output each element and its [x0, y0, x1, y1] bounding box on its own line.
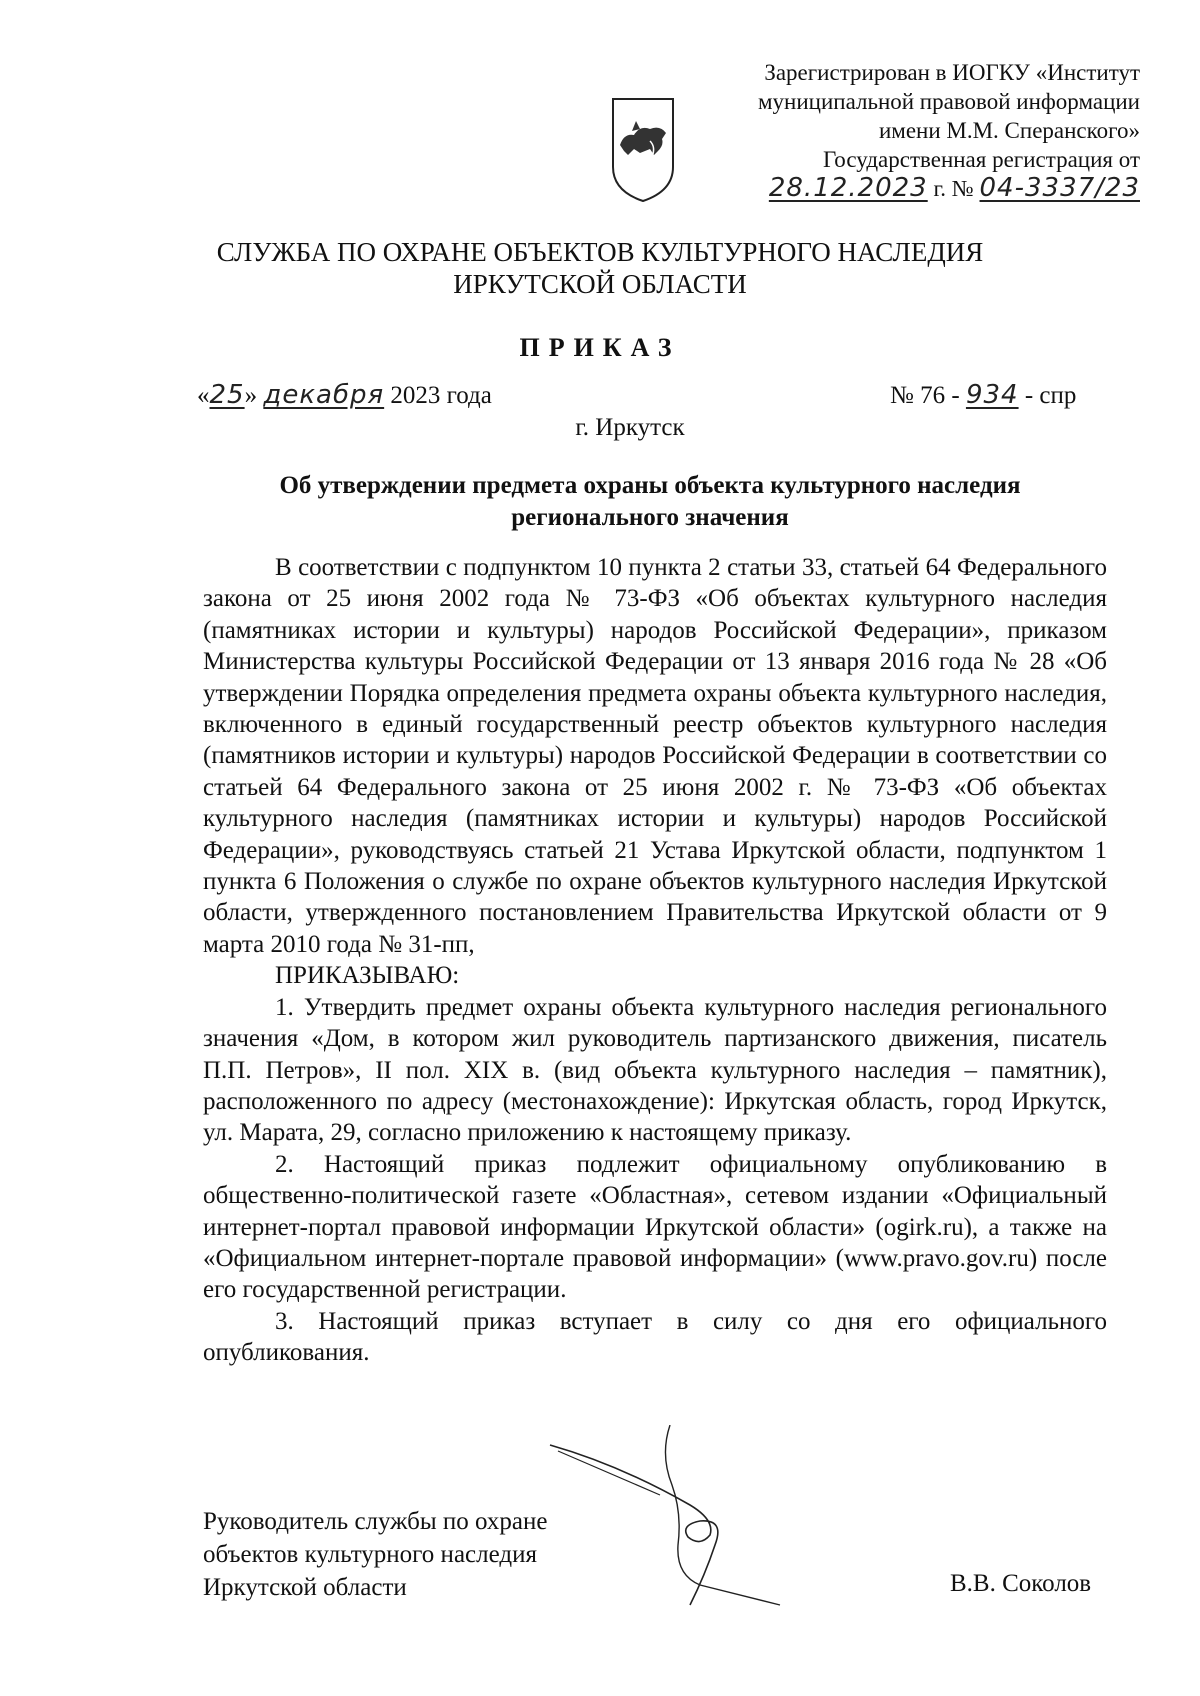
date-year: 2023 года [390, 382, 492, 409]
order-item-2: 2. Настоящий приказ подлежит официальному опубликованию в общественно-политической газете «Областная», сетевом издании «Официальный интернет-портал правовой информации Иркутской области» (ogirk.ru), а также на «Официальном интернет-портале правовой информации» (www.pravo.gov.ru) после его государственной регистрации. [203, 1150, 1107, 1304]
document-type: ПРИКАЗ [519, 333, 681, 362]
signer-title [203, 1505, 547, 1604]
date-month: декабря [263, 380, 385, 410]
registration-line-4: Государственная регистрация от [823, 147, 1140, 172]
signer-title-line-3: Иркутской области [203, 1574, 407, 1601]
registration-date: 28.12.2023 [768, 173, 928, 203]
order-city: г. Иркутск [575, 414, 685, 441]
order-date [197, 380, 492, 410]
order-word: ПРИКАЗЫВАЮ: [275, 962, 460, 990]
order-subject-line-1: Об утверждении предмета охраны объекта культурного наследия [279, 472, 1021, 499]
date-day: 25 [209, 380, 245, 410]
registration-line-2: муниципальной правовой информации [757, 89, 1140, 114]
signer-title-line-1: Руководитель службы по охране [203, 1508, 548, 1535]
order-subject [200, 470, 1100, 534]
order-number-prefix: № 76 - [890, 382, 960, 409]
registration-number: 04-3337/23 [979, 173, 1140, 203]
registration-line-5 [740, 174, 1140, 203]
date-close-quote: » [244, 382, 258, 409]
order-subject-line-2: регионального значения [511, 504, 789, 531]
date-open-quote: « [197, 382, 210, 409]
registration-line-3: имени М.М. Сперанского» [878, 118, 1140, 143]
agency-name-line-1: СЛУЖБА ПО ОХРАНЕ ОБЪЕКТОВ КУЛЬТУРНОГО НАСЛЕДИЯ [216, 237, 984, 267]
handwritten-signature [540, 1425, 800, 1615]
order-number-value: 934 [965, 380, 1019, 410]
coat-of-arms-icon [610, 95, 676, 205]
order-item-1: 1. Утвердить предмет охраны объекта культурного наследия регионального значения «Дом, в котором жил руководитель партизанского движения, писатель П.П. Петров», II пол. XIX в. (вид объекта культурного наследия – памятник), расположенного по адресу (местонахождение): Иркутская область, город Иркутск, ул. Марата, 29, согласно приложению к настоящему приказу. [203, 993, 1107, 1147]
order-number-suffix: - спр [1024, 382, 1077, 409]
order-body [203, 552, 1107, 1369]
order-item-3: 3. Настоящий приказ вступает в силу со дня его официального опубликования. [203, 1307, 1107, 1367]
signer-title-line-2: объектов культурного наследия [203, 1541, 537, 1568]
agency-name-line-2: ИРКУТСКОЙ ОБЛАСТИ [453, 269, 747, 299]
preamble-paragraph: В соответствии с подпунктом 10 пункта 2 статьи 33, статьей 64 Федерального закона от 25 июня 2002 года № 73-ФЗ «Об объектах культурного наследия (памятниках истории и культуры) народов Российской Федерации», приказом Министерства культуры Российской Федерации от 13 января 2016 года № 28 «Об утверждении Порядка определения предмета охраны объекта культурного наследия, включенного в единый государственный реестр объектов культурного наследия (памятников истории и культуры) народов Российской Федерации в соответствии со статьей 64 Федерального закона от 25 июня 2002 г. № 73-ФЗ «Об объектах культурного наследия (памятниках истории и культуры) народов Российской Федерации», руководствуясь статьей 21 Устава Иркутской области, подпунктом 1 пункта 6 Положения о службе по охране объектов культурного наследия Иркутской области, утвержденного постановлением Правительства Иркутской области от 9 марта 2010 года № 31-пп, [203, 554, 1107, 958]
registration-line-1: Зарегистрирован в ИОГКУ «Институт [764, 60, 1140, 85]
registration-year-suffix: г. № [933, 176, 974, 201]
signer-name: В.В. Соколов [950, 1570, 1092, 1597]
order-number [890, 380, 1076, 410]
registration-block [740, 58, 1140, 203]
